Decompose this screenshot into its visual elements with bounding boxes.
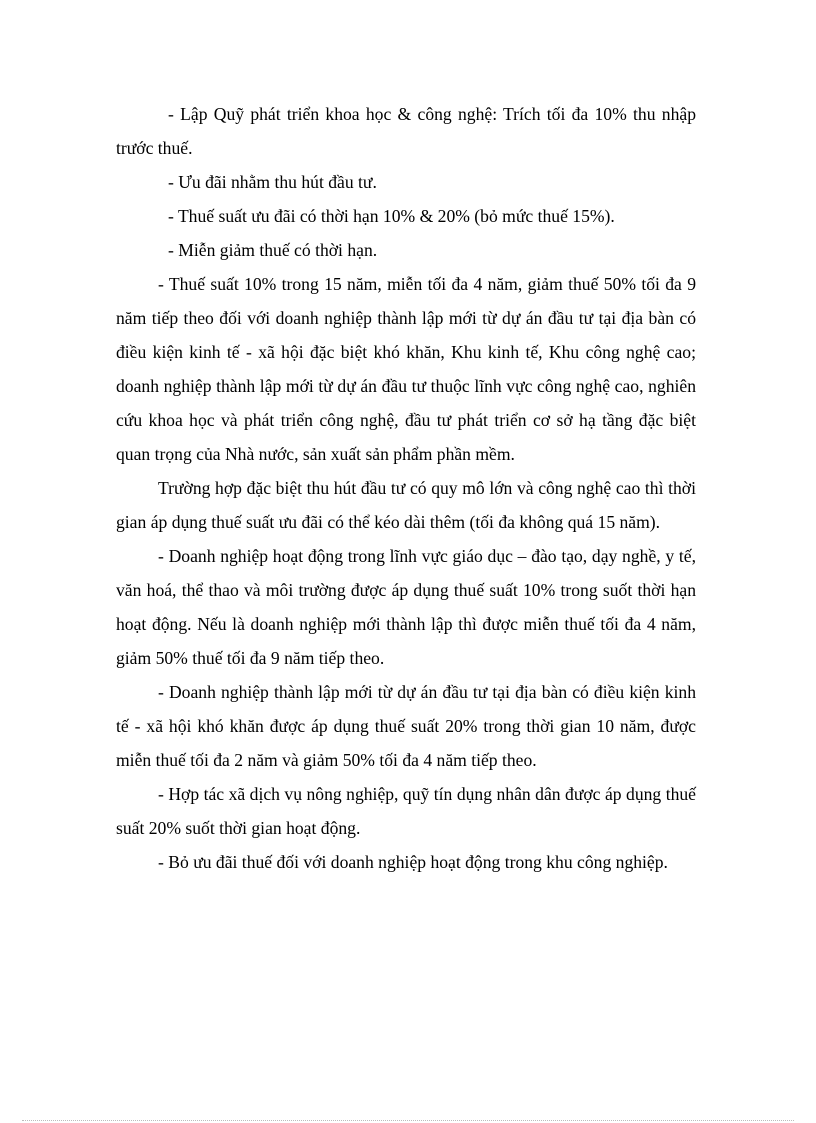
paragraph-education-sector: - Doanh nghiệp hoạt động trong lĩnh vực giáo dục – đào tạo, dạy nghề, y tế, văn hoá, thể thao và môi trường được áp dụng thuế suất 10% trong suốt thời hạn hoạt động. Nếu là doanh nghiệp mới thành lập thì được miễn thuế tối đa 4 năm, giảm 50% thuế tối đa 9 năm tiếp theo. — [116, 546, 696, 668]
paragraph-investment-incentive: - Ưu đãi nhằm thu hút đầu tư. — [168, 172, 377, 192]
paragraph-cooperative: - Hợp tác xã dịch vụ nông nghiệp, quỹ tín dụng nhân dân được áp dụng thuế suất 20% suốt thời gian hoạt động. — [116, 784, 696, 838]
paragraph-difficult-area: - Doanh nghiệp thành lập mới từ dự án đầu tư tại địa bàn có điều kiện kinh tế - xã hội khó khăn được áp dụng thuế suất 20% trong thời gian 10 năm, được miễn thuế tối đa 2 năm và giảm 50% tối đa 4 năm tiếp theo. — [116, 682, 696, 770]
page-bottom-divider — [22, 1120, 794, 1121]
paragraph-science-fund: - Lập Quỹ phát triển khoa học & công nghệ: Trích tối đa 10% thu nhập trước thuế. — [116, 104, 696, 158]
paragraph-preferential-rate: - Thuế suất ưu đãi có thời hạn 10% & 20% (bỏ mức thuế 15%). — [168, 206, 615, 226]
paragraph-industrial-zone: - Bỏ ưu đãi thuế đối với doanh nghiệp hoạt động trong khu công nghiệp. — [158, 852, 668, 872]
paragraph-ten-percent-rate: - Thuế suất 10% trong 15 năm, miễn tối đa 4 năm, giảm thuế 50% tối đa 9 năm tiếp theo đối với doanh nghiệp thành lập mới từ dự án đầu tư tại địa bàn có điều kiện kinh tế - xã hội đặc biệt khó khăn, Khu kinh tế, Khu công nghệ cao; doanh nghiệp thành lập mới từ dự án đầu tư thuộc lĩnh vực công nghệ cao, nghiên cứu khoa học và phát triển công nghệ, đầu tư phát triển cơ sở hạ tầng đặc biệt quan trọng của Nhà nước, sản xuất sản phẩm phần mềm. — [116, 274, 696, 464]
document-body — [116, 97, 696, 879]
paragraph-special-case: Trường hợp đặc biệt thu hút đầu tư có quy mô lớn và công nghệ cao thì thời gian áp dụng thuế suất ưu đãi có thể kéo dài thêm (tối đa không quá 15 năm). — [116, 478, 696, 532]
paragraph-tax-exemption: - Miễn giảm thuế có thời hạn. — [168, 240, 378, 260]
